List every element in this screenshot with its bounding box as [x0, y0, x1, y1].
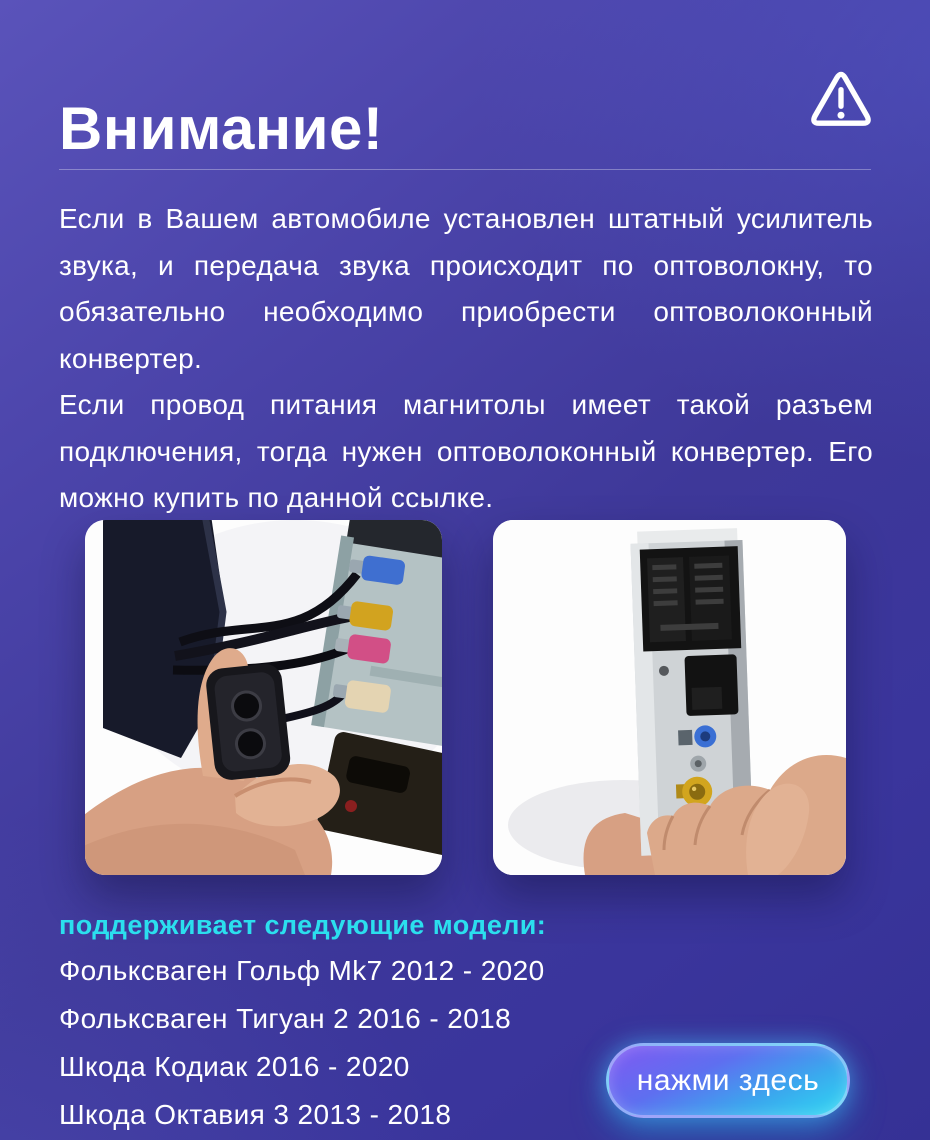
- supported-models-heading: поддерживает следующие модели:: [59, 910, 547, 940]
- product-photos: [85, 520, 846, 875]
- supported-models-list: [59, 956, 619, 1130]
- warning-triangle-icon: [808, 66, 874, 134]
- model-item-golf: Фольксваген Гольф Mk7 2012 - 2020: [59, 955, 545, 986]
- click-here-button[interactable]: нажми здесь: [606, 1043, 850, 1118]
- divider: [59, 169, 871, 170]
- model-item-octavia: Шкода Октавия 3 2013 - 2018: [59, 1099, 452, 1130]
- power-connector-in-hand-photo: [85, 520, 442, 875]
- model-item-kodiaq: Шкода Кодиак 2016 - 2020: [59, 1051, 410, 1082]
- model-item-tiguan: Фольксваген Тигуан 2 2016 - 2018: [59, 1003, 512, 1034]
- paragraph-amplifier-warning: Если в Вашем автомобиле установлен штатный усилитель звука, и передача звука происходит по оптоволокну, то обязательно необходимо приобрести оптоволоконный конвертер.: [59, 203, 873, 374]
- description: [59, 196, 873, 522]
- head-unit-rear-ports-photo: [493, 520, 846, 875]
- page-title: Внимание!: [59, 95, 384, 163]
- supported-models: [59, 908, 619, 1140]
- paragraph-converter-link: Если провод питания магнитолы имеет такой разъем подключения, тогда нужен оптоволоконный конвертер. Его можно купить по данной ссылке.: [59, 389, 873, 513]
